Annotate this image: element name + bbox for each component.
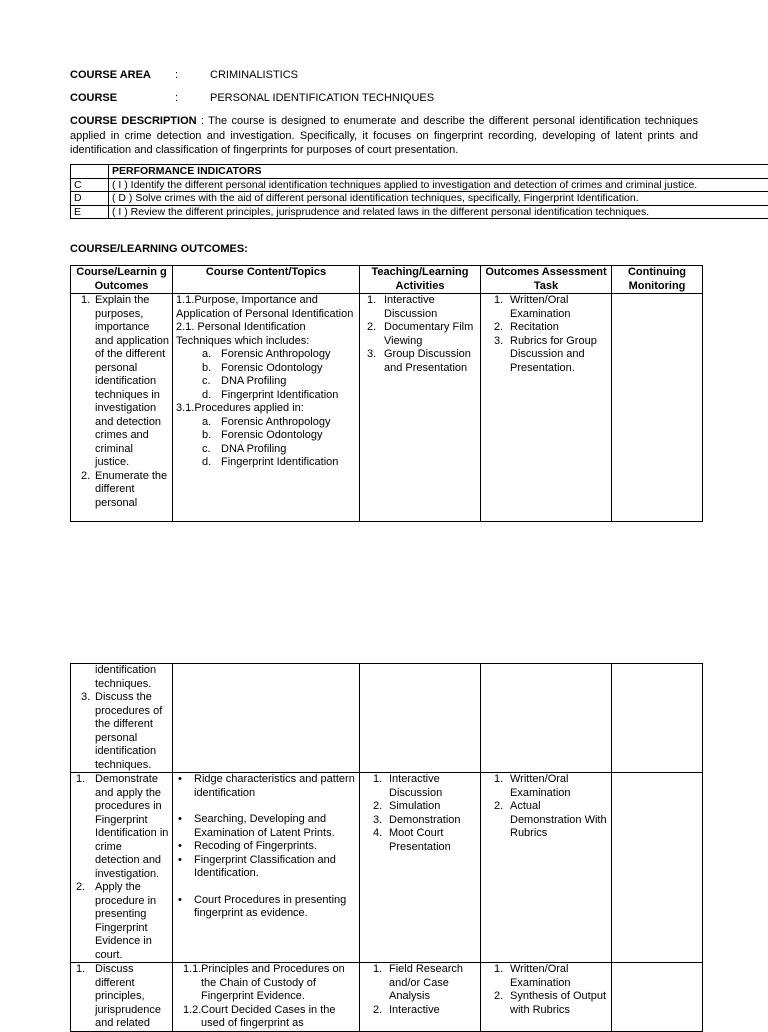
column-header: Teaching/Learning Activities xyxy=(360,266,481,294)
outcomes-cell xyxy=(71,773,173,963)
outcomes-section-title: COURSE/LEARNING OUTCOMES: xyxy=(70,243,248,257)
list-item: 1. Written/Oral Examination xyxy=(484,294,608,321)
spacer xyxy=(176,800,356,813)
course-description-text: : The course is designed to enumerate and describe the different personal identification techniques applied in crime detection and investigation. Specifically, it focuses on fingerprint recording, developing of latent prints and identification and classification of fingerprints for purposes of court presentation. xyxy=(70,115,698,156)
list-item: c. DNA Profiling xyxy=(176,375,356,389)
content-item: 1.1.Purpose, Importance and Application of Personal Identification xyxy=(176,294,356,321)
list-item: 1. Written/Oral Examination xyxy=(484,963,608,990)
indicator-code: D xyxy=(71,192,109,206)
table-cell xyxy=(71,165,109,179)
list-item: 1. Explain the purposes, importance and application of the different personal identification techniques in investigation and detection crimes and criminal justice. xyxy=(74,294,169,470)
outcome-list xyxy=(74,773,169,962)
list-item: a. Forensic Anthropology xyxy=(176,348,356,362)
table-header-row xyxy=(71,266,703,294)
colon: : xyxy=(175,92,178,106)
list-item: • Ridge characteristics and pattern identification xyxy=(176,773,356,800)
assessment-cell xyxy=(481,664,612,773)
course-area-label: COURSE AREA xyxy=(70,69,151,83)
list-item: 4. Moot Court Presentation xyxy=(363,827,477,854)
list-item: • Recoding of Fingerprints. xyxy=(176,840,356,854)
table-row xyxy=(71,664,703,773)
list-item: d. Fingerprint Identification xyxy=(176,389,356,403)
outcome-list xyxy=(74,691,169,772)
spacer xyxy=(176,881,356,894)
list-item: 1. Interactive Discussion xyxy=(363,773,477,800)
assessment-list xyxy=(484,294,608,375)
list-item: 1.1. Principles and Procedures on the Chain of Custody of Fingerprint Evidence. xyxy=(176,963,356,1004)
column-header: Continuing Monitoring xyxy=(612,266,703,294)
indicator-code: C xyxy=(71,178,109,192)
list-item: 1. Demonstrate and apply the procedures in Fingerprint Identification in crime detection and investigation. xyxy=(74,773,169,881)
content-item: 2.1. Personal Identification Techniques which includes: xyxy=(176,321,356,348)
outcomes-cell xyxy=(71,963,173,1032)
activities-cell xyxy=(360,773,481,963)
indicator-text: ( I ) Review the different principles, jurisprudence and related laws in the different personal identification techniques. xyxy=(109,205,768,219)
assessment-list xyxy=(484,773,608,841)
indicator-text: ( I ) Identify the different personal identification techniques applied to investigation and detection of crimes and criminal justice. xyxy=(109,178,768,192)
table-row xyxy=(71,963,703,1032)
list-item: 2. Documentary Film Viewing xyxy=(363,321,477,348)
list-item: 2. Interactive xyxy=(363,1004,477,1018)
assessment-cell xyxy=(481,294,612,522)
list-item: • Searching, Developing and Examination of Latent Prints. xyxy=(176,813,356,840)
table-row xyxy=(71,192,768,206)
outcomes-cell xyxy=(71,294,173,522)
list-item: 3. Discuss the procedures of the different personal identification techniques. xyxy=(74,691,169,772)
activities-cell xyxy=(360,963,481,1032)
list-item: 3. Demonstration xyxy=(363,814,477,828)
performance-indicators-table xyxy=(70,164,768,219)
sub-list xyxy=(176,348,356,402)
activities-list xyxy=(363,773,477,854)
outcome-list xyxy=(74,294,169,510)
table-row xyxy=(71,205,768,219)
assessment-list xyxy=(484,963,608,1017)
content-list xyxy=(176,773,356,921)
assessment-cell xyxy=(481,963,612,1032)
activities-cell xyxy=(360,294,481,522)
list-item: • Court Procedures in presenting fingerprint as evidence. xyxy=(176,894,356,921)
course-description-label: COURSE DESCRIPTION xyxy=(70,115,197,127)
monitoring-cell xyxy=(612,963,703,1032)
table-row xyxy=(71,773,703,963)
indicator-code: E xyxy=(71,205,109,219)
column-header: Course/Learnin g Outcomes xyxy=(71,266,173,294)
outcomes-table xyxy=(70,265,703,522)
course-area-value: CRIMINALISTICS xyxy=(210,69,298,83)
list-item: 2. Simulation xyxy=(363,800,477,814)
content-cell xyxy=(173,963,360,1032)
list-item: identification techniques. xyxy=(74,664,169,691)
table-row xyxy=(71,165,768,179)
list-item: 2. Actual Demonstration With Rubrics xyxy=(484,800,608,841)
assessment-cell xyxy=(481,773,612,963)
list-item: 1.2. Court Decided Cases in the used of fingerprint as xyxy=(176,1004,356,1031)
list-item: 2. Recitation xyxy=(484,321,608,335)
course-value: PERSONAL IDENTIFICATION TECHNIQUES xyxy=(210,92,434,106)
list-item: b. Forensic Odontology xyxy=(176,362,356,376)
activities-list xyxy=(363,294,477,375)
list-item: 1. Discuss different principles, jurisprudence and related xyxy=(74,963,169,1031)
list-item: a. Forensic Anthropology xyxy=(176,416,356,430)
content-cell xyxy=(173,664,360,773)
outcomes-table-continued xyxy=(70,663,703,1032)
list-item: 1. Interactive Discussion xyxy=(363,294,477,321)
content-item: 3.1.Procedures applied in: xyxy=(176,402,356,416)
list-item: 1. Field Research and/or Case Analysis xyxy=(363,963,477,1004)
course-description xyxy=(70,114,698,158)
course-label: COURSE xyxy=(70,92,117,106)
list-item: 3. Group Discussion and Presentation xyxy=(363,348,477,375)
activities-cell xyxy=(360,664,481,773)
list-item: 1. Written/Oral Examination xyxy=(484,773,608,800)
activities-list xyxy=(363,963,477,1017)
monitoring-cell xyxy=(612,773,703,963)
list-item: 2. Enumerate the different personal xyxy=(74,470,169,511)
list-item: 3. Rubrics for Group Discussion and Presentation. xyxy=(484,335,608,376)
list-item: c. DNA Profiling xyxy=(176,443,356,457)
list-item: b. Forensic Odontology xyxy=(176,429,356,443)
column-header: Course Content/Topics xyxy=(173,266,360,294)
monitoring-cell xyxy=(612,294,703,522)
table-row xyxy=(71,294,703,522)
performance-indicators-heading: PERFORMANCE INDICATORS xyxy=(109,165,768,179)
sub-list xyxy=(176,416,356,470)
colon: : xyxy=(175,69,178,83)
indicator-text: ( D ) Solve crimes with the aid of different personal identification techniques, specifically, Fingerprint Identification. xyxy=(109,192,768,206)
outcomes-cell xyxy=(71,664,173,773)
list-item: 2. Apply the procedure in presenting Fingerprint Evidence in court. xyxy=(74,881,169,962)
table-row xyxy=(71,178,768,192)
outcome-list xyxy=(74,963,169,1031)
list-item: d. Fingerprint Identification xyxy=(176,456,356,470)
monitoring-cell xyxy=(612,664,703,773)
content-cell xyxy=(173,773,360,963)
list-item: • Fingerprint Classification and Identification. xyxy=(176,854,356,881)
content-cell xyxy=(173,294,360,522)
column-header: Outcomes Assessment Task xyxy=(481,266,612,294)
list-item: 2. Synthesis of Output with Rubrics xyxy=(484,990,608,1017)
